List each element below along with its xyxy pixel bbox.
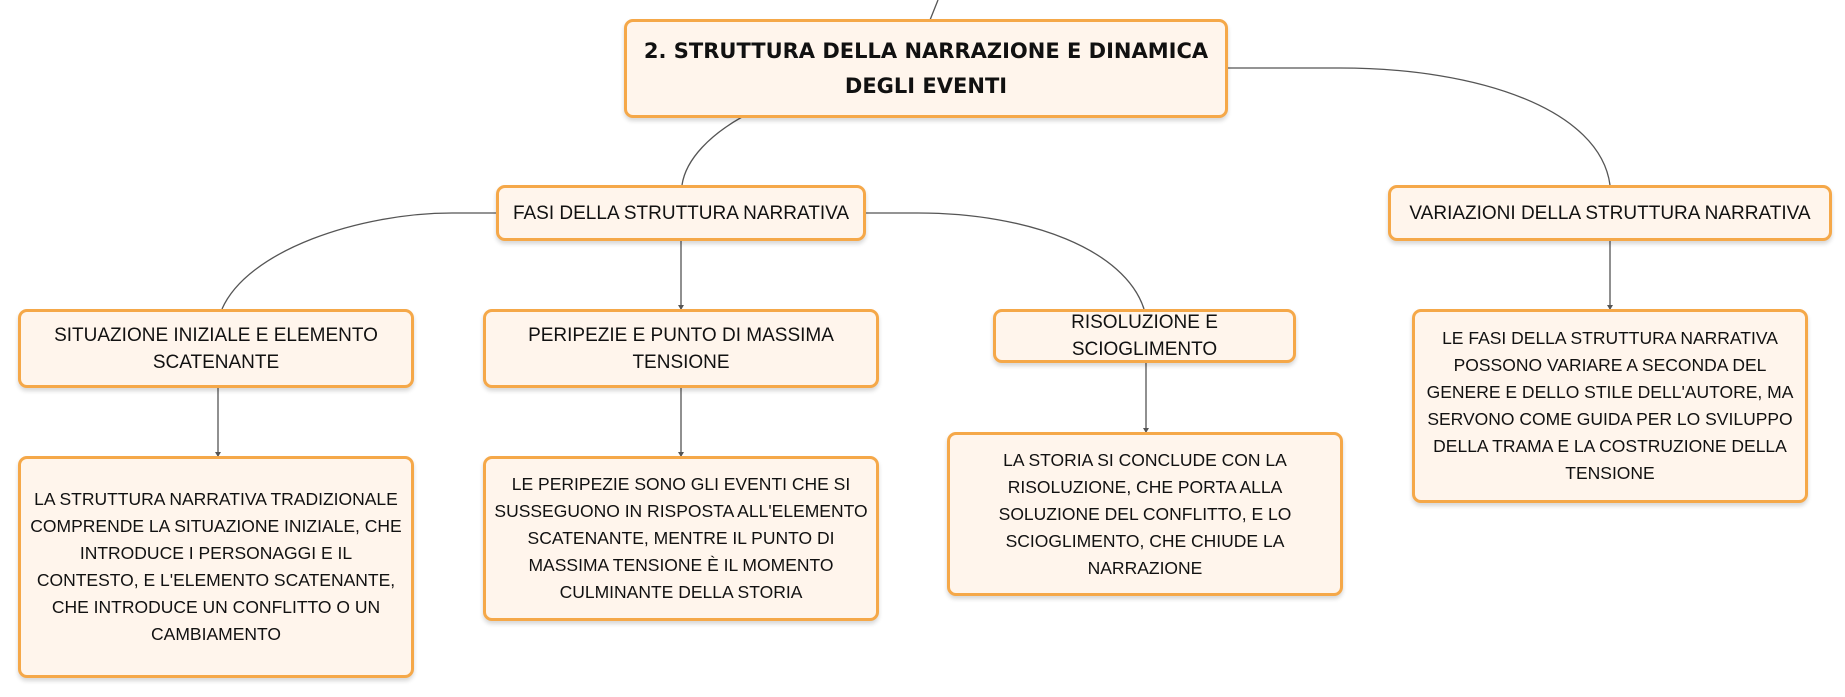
subtopic-label-risoluzione: RISOLUZIONE E SCIOGLIMENTO <box>1071 312 1218 360</box>
connector-title-to-fasi <box>682 117 742 185</box>
detail-text-risoluzione: LA STORIA SI CONCLUDE CON LA RISOLUZIONE, CHE PORTA ALLA SOLUZIONE DEL CONFLITTO, E LO SCIOGLIMENTO, CHE CHIUDE LA NARRAZIONE <box>998 449 1292 578</box>
detail-node-variazioni[interactable] <box>1412 309 1808 503</box>
detail-node-risoluzione[interactable] <box>947 432 1343 596</box>
branch-label-variazioni: VARIAZIONI DELLA STRUTTURA NARRATIVA <box>1409 202 1811 224</box>
branch-label-fasi: FASI DELLA STRUTTURA NARRATIVA <box>512 202 850 224</box>
subtopic-node-risoluzione[interactable] <box>993 309 1296 363</box>
branch-node-fasi[interactable] <box>496 185 866 241</box>
detail-text-peripezie: LE PERIPEZIE SONO GLI EVENTI CHE SI SUSSEGUONO IN RISPOSTA ALL'ELEMENTO SCATENANTE, MENTRE IL PUNTO DI MASSIMA TENSIONE È IL MOMENTO CULMINANTE DELLA STORIA <box>494 474 868 602</box>
central-topic-label: 2. STRUTTURA DELLA NARRAZIONE E DINAMICA DEGLI EVENTI <box>643 38 1209 98</box>
detail-node-peripezie[interactable] <box>483 456 879 621</box>
connector-fasi-to-risoluzione <box>866 213 1144 309</box>
connector-title-to-variazioni <box>1226 68 1610 185</box>
subtopic-node-situazione[interactable] <box>18 309 414 388</box>
branch-node-variazioni[interactable] <box>1388 185 1832 241</box>
connector-fasi-to-situazione <box>222 213 496 309</box>
subtopic-node-peripezie[interactable] <box>483 309 879 388</box>
central-topic-node[interactable] <box>624 19 1228 118</box>
detail-node-situazione[interactable] <box>18 456 414 678</box>
detail-text-variazioni: LE FASI DELLA STRUTTURA NARRATIVA POSSONO VARIARE A SECONDA DEL GENERE E DELLO STILE DELL'AUTORE, MA SERVONO COME GUIDA PER LO SVILUPPO DELLA TRAMA E LA COSTRUZIONE DELLA TENSIONE <box>1426 328 1794 483</box>
subtopic-label-situazione: SITUAZIONE INIZIALE E ELEMENTO SCATENANTE <box>54 324 378 373</box>
connector-parent-to-title <box>930 0 938 20</box>
detail-text-situazione: LA STRUTTURA NARRATIVA TRADIZIONALE COMPRENDE LA SITUAZIONE INIZIALE, CHE INTRODUCE I PERSONAGGI E IL CONTESTO, E L'ELEMENTO SCATENANTE, CHE INTRODUCE UN CONFLITTO O UN CAMBIAMENTO <box>30 489 402 644</box>
subtopic-label-peripezie: PERIPEZIE E PUNTO DI MASSIMA TENSIONE <box>528 324 834 373</box>
